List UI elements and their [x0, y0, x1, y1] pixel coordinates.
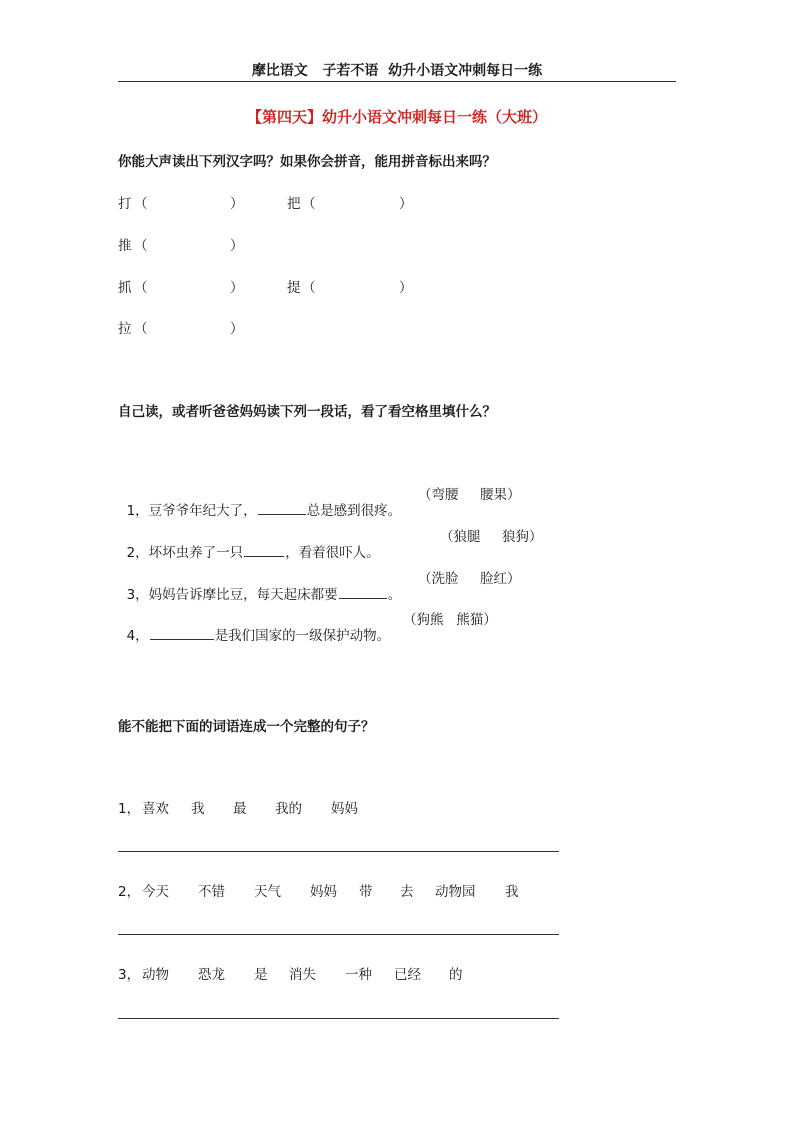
open-paren: （: [302, 280, 316, 296]
close-paren: ）: [399, 196, 413, 212]
word-chip: 妈妈: [331, 801, 358, 817]
word-chip: 今天: [142, 884, 169, 900]
open-paren: （: [134, 196, 148, 212]
close-paren: ）: [230, 238, 244, 254]
word-chip: 我: [191, 801, 205, 817]
close-paren: ）: [230, 321, 244, 337]
worksheet-title: 【第四天】幼升小语文冲刺每日一练（大班）: [246, 108, 547, 126]
close-paren: ）: [230, 280, 244, 296]
char-label: 抓: [118, 280, 132, 296]
answer-options: （洗脸 脸红）: [418, 571, 521, 587]
open-paren: （: [134, 321, 148, 337]
word-chip: 是: [254, 967, 268, 983]
item-suffix: 总是感到很疼。: [306, 503, 402, 519]
word-chip: 去: [400, 884, 414, 900]
word-chip: 最: [233, 801, 247, 817]
word-chip: 的: [449, 967, 463, 983]
section1-question: 你能大声读出下列汉字吗？如果你会拼音，能用拼音标出来吗？: [118, 154, 496, 170]
fill-blank-item: [118, 483, 401, 519]
item-prefix: 2，坏坏虫养了一只: [126, 545, 244, 561]
char-label: 打: [118, 196, 132, 212]
item-suffix: ，看着很吓人。: [285, 545, 380, 561]
word-chip: 不错: [198, 884, 225, 900]
answer-blank[interactable]: [244, 543, 284, 557]
answer-options: （狼腿 狼狗）: [440, 529, 543, 545]
item-suffix: 。: [387, 587, 402, 603]
answer-options: （狗熊 熊猫）: [403, 612, 497, 628]
word-chip: 动物园: [435, 884, 476, 900]
answer-line[interactable]: [118, 1018, 559, 1019]
char-label: 提: [287, 280, 301, 296]
word-chip: 我: [505, 884, 519, 900]
word-chip: 天气: [254, 884, 281, 900]
answer-line[interactable]: [118, 851, 559, 852]
answer-blank[interactable]: [339, 585, 387, 599]
char-label: 把: [287, 196, 301, 212]
word-chip: 我的: [275, 801, 302, 817]
section3-question: 能不能把下面的词语连成一个完整的句子？: [118, 719, 375, 735]
word-chip: 妈妈: [310, 884, 337, 900]
page-header: 摩比语文 子若不语 幼升小语文冲刺每日一练: [251, 63, 543, 79]
open-paren: （: [302, 196, 316, 212]
section2-question: 自己读，或者听爸爸妈妈读下列一段话，看了看空格里填什么？: [118, 404, 496, 420]
open-paren: （: [134, 238, 148, 254]
answer-blank[interactable]: [258, 501, 306, 515]
answer-options: （弯腰 腰果）: [418, 487, 521, 503]
word-chip: 消失: [289, 967, 316, 983]
word-chip: 动物: [142, 967, 169, 983]
fill-blank-item: [118, 525, 380, 561]
item-prefix: 1，豆爷爷年纪大了，: [126, 503, 257, 519]
char-label: 推: [118, 238, 132, 254]
item-suffix: 是我们国家的一级保护动物。: [214, 628, 391, 644]
fill-blank-item: [118, 567, 401, 603]
answer-line[interactable]: [118, 934, 559, 935]
word-chip: 带: [359, 884, 373, 900]
word-chip: 喜欢: [142, 801, 169, 817]
answer-blank[interactable]: [150, 626, 214, 640]
item-prefix: 4，: [126, 628, 149, 644]
word-chip: 已经: [394, 967, 421, 983]
item-number: 1，: [118, 801, 141, 817]
word-chip: 恐龙: [198, 967, 225, 983]
fill-blank-item: [118, 608, 390, 644]
item-number: 3，: [118, 967, 141, 983]
header-rule: [118, 81, 676, 82]
item-prefix: 3，妈妈告诉摩比豆，每天起床都要: [126, 587, 338, 603]
close-paren: ）: [399, 280, 413, 296]
open-paren: （: [134, 280, 148, 296]
close-paren: ）: [230, 196, 244, 212]
char-label: 拉: [118, 321, 132, 337]
item-number: 2，: [118, 884, 141, 900]
word-chip: 一种: [345, 967, 372, 983]
